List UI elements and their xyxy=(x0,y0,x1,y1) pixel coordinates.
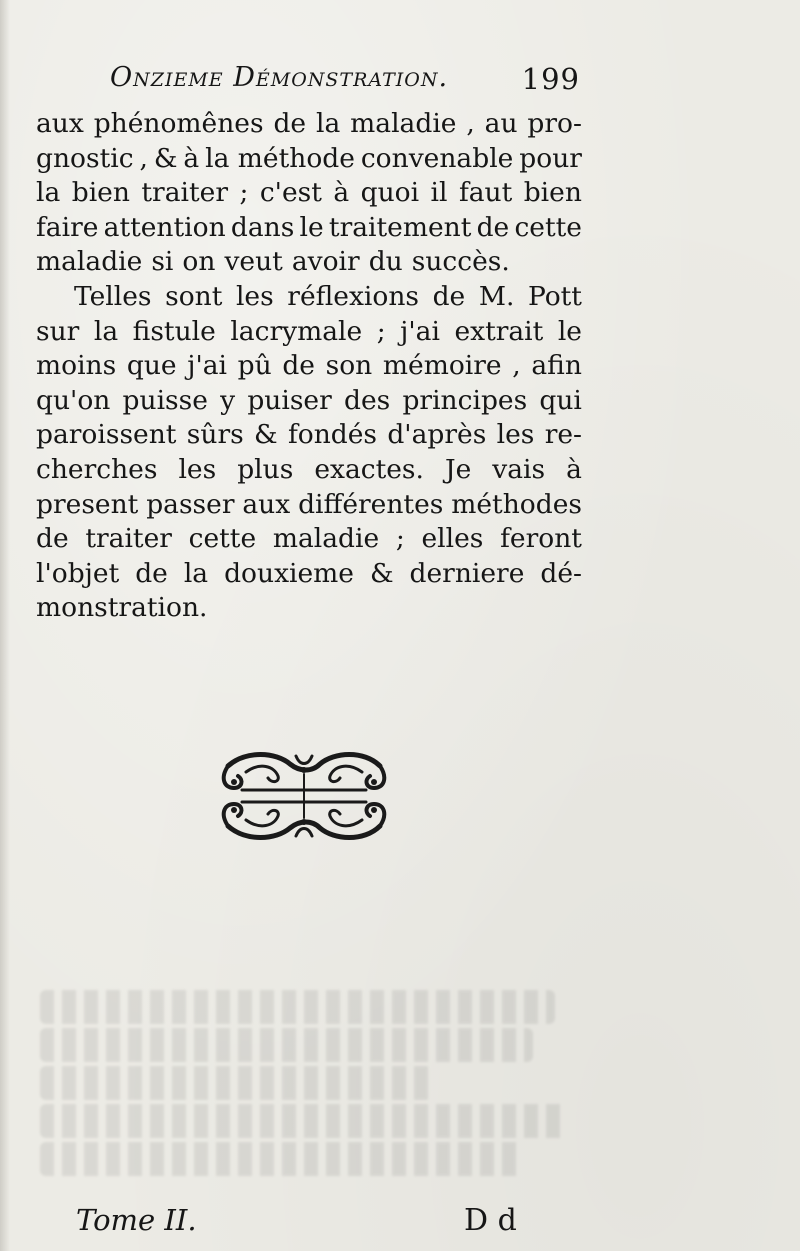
text-word: de xyxy=(476,211,510,243)
text-word: traitement xyxy=(328,211,472,243)
text-word: les xyxy=(496,419,535,451)
text-word: des xyxy=(344,384,391,416)
text-word: son xyxy=(325,350,373,382)
text-line xyxy=(36,349,582,384)
text-word: & xyxy=(369,557,394,589)
text-word: M. xyxy=(478,280,515,312)
text-word: avoir xyxy=(291,246,360,278)
text-word: re- xyxy=(544,419,582,451)
text-word: à xyxy=(333,177,350,209)
text-line xyxy=(36,384,582,419)
text-word: plus xyxy=(237,453,294,485)
page-number: 199 xyxy=(521,62,580,96)
text-line xyxy=(36,176,582,211)
text-line xyxy=(36,591,582,626)
text-word: derniere xyxy=(409,557,525,589)
text-word: la xyxy=(36,177,61,209)
text-word: pro- xyxy=(527,108,582,139)
volume-label: Tome II. xyxy=(76,1203,197,1237)
text-word: à xyxy=(566,453,582,485)
text-word: le xyxy=(299,211,324,243)
text-word: que xyxy=(126,350,177,382)
text-word: gnostic xyxy=(36,142,134,174)
signature-mark: D d xyxy=(464,1203,517,1238)
text-word: puisse xyxy=(122,384,208,416)
text-word: maladie xyxy=(350,108,457,139)
text-line xyxy=(36,211,582,246)
text-word: moins xyxy=(36,350,117,382)
running-header xyxy=(110,62,580,102)
text-word: si xyxy=(151,246,174,278)
text-word: afin xyxy=(531,350,582,382)
text-word: de xyxy=(282,350,315,382)
text-word: feront xyxy=(500,523,582,555)
text-word: j'ai xyxy=(400,315,440,347)
text-word: de xyxy=(432,280,466,312)
text-word: on xyxy=(182,246,216,278)
body-text xyxy=(36,107,582,626)
text-word: douxieme xyxy=(224,557,354,589)
text-word: passer xyxy=(146,488,235,520)
text-word: méthodes xyxy=(451,488,582,520)
text-word: pour xyxy=(519,142,582,174)
text-word: d'après xyxy=(387,419,487,451)
text-word: phénomênes xyxy=(93,108,264,139)
text-word: & xyxy=(254,419,278,451)
text-word: traiter xyxy=(85,523,172,555)
text-line xyxy=(36,245,582,280)
text-line xyxy=(36,522,582,557)
text-word: sur xyxy=(36,315,80,347)
text-word: les xyxy=(235,280,274,312)
text-word: principes xyxy=(402,384,528,416)
text-word: faut xyxy=(458,177,513,209)
text-word: fondés xyxy=(287,419,378,451)
text-word: present xyxy=(36,488,139,520)
text-word: paroissent xyxy=(36,419,177,451)
text-line xyxy=(36,488,582,523)
text-word: maladie xyxy=(272,523,380,555)
text-word: vais xyxy=(492,453,546,485)
text-word: qui xyxy=(539,384,582,416)
text-word: bien xyxy=(71,177,130,209)
text-word: la méthode xyxy=(205,142,355,174)
text-word: monstration. xyxy=(36,592,208,624)
text-word: la xyxy=(93,315,119,347)
text-word: au xyxy=(484,108,518,139)
text-word: de xyxy=(135,557,168,589)
text-word: le xyxy=(557,315,582,347)
text-word: maladie xyxy=(36,246,143,278)
text-word: lacrymale xyxy=(230,315,363,347)
text-word: traiter xyxy=(141,177,228,209)
text-word: qu'on xyxy=(36,384,111,416)
show-through-text xyxy=(40,990,600,1190)
text-word: aux xyxy=(242,488,291,520)
text-word: ; xyxy=(376,315,386,347)
text-word: cherches xyxy=(36,453,158,485)
text-word: dans xyxy=(230,211,295,243)
text-word: Telles xyxy=(74,280,152,312)
text-word: différentes xyxy=(298,488,444,520)
text-word: les xyxy=(178,453,217,485)
text-word: pû xyxy=(237,350,272,382)
text-word: il xyxy=(430,177,448,209)
text-word: cette xyxy=(514,211,582,243)
text-word: convenable xyxy=(360,142,514,174)
text-word: elles xyxy=(421,523,484,555)
text-word: aux xyxy=(36,108,84,139)
text-word: & xyxy=(153,142,178,174)
text-word: ; xyxy=(395,523,405,555)
text-word: ; xyxy=(239,177,249,209)
text-word: de xyxy=(36,523,69,555)
running-title: Onzieme Démonstration. xyxy=(110,62,449,93)
text-word: j'ai xyxy=(187,350,228,382)
text-word: fistule xyxy=(132,315,216,347)
text-word: bien xyxy=(523,177,582,209)
text-word: sûrs xyxy=(186,419,244,451)
text-word: , xyxy=(512,350,521,382)
text-line xyxy=(36,280,582,315)
text-word: puiser xyxy=(247,384,332,416)
text-word: y xyxy=(220,384,236,416)
text-word: à xyxy=(183,142,200,174)
text-word: du xyxy=(368,246,403,278)
text-word: mémoire xyxy=(382,350,502,382)
text-word: sont xyxy=(165,280,223,312)
text-word: veut xyxy=(224,246,283,278)
text-word: la xyxy=(183,557,209,589)
text-word: cette xyxy=(188,523,257,555)
text-word: , xyxy=(466,108,475,139)
text-word: succès. xyxy=(411,246,510,278)
text-word: extrait xyxy=(454,315,544,347)
text-word: la xyxy=(316,108,341,139)
text-line xyxy=(36,107,582,142)
text-word: exactes. xyxy=(314,453,424,485)
text-word: c'est xyxy=(259,177,322,209)
text-line xyxy=(36,142,582,177)
text-word: Pott xyxy=(527,280,582,312)
text-word: l'objet xyxy=(36,557,120,589)
text-line xyxy=(36,453,582,488)
text-word: attention xyxy=(103,211,226,243)
text-line xyxy=(36,315,582,350)
text-line xyxy=(36,418,582,453)
text-word: quoi xyxy=(360,177,420,209)
text-word: réflexions xyxy=(287,280,420,312)
text-word: de xyxy=(273,108,307,139)
binding-shadow xyxy=(0,0,10,1251)
text-word: dé- xyxy=(540,557,582,589)
text-word: Je xyxy=(444,453,472,485)
decorative-cartouche-ornament xyxy=(216,744,392,848)
text-word: faire xyxy=(36,211,99,243)
text-word: , xyxy=(139,142,148,174)
text-line xyxy=(36,557,582,592)
